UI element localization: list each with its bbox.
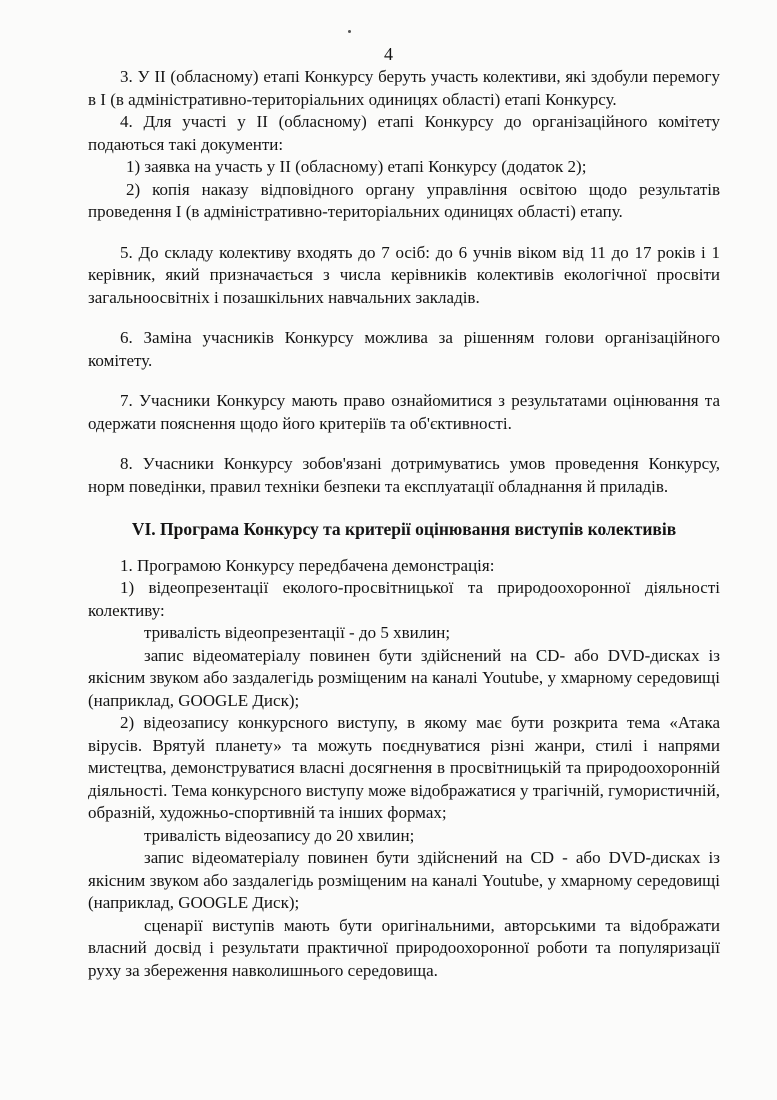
page-number: 4 (384, 44, 393, 64)
program-item-1-2: 2) відеозапису конкурсного виступу, в якому має бути розкрита тема «Атака вірусів. Врятуй планету» та можуть поєднуватися різні жанри, стилі і напрями мистецтва, демонструватися власні досягнення в просвітницькій та природоохоронній діяльності. Тема конкурсного виступу може відображатися у трагічній, гумористичній, образній, художньо-спортивній та інших формах; (88, 713, 720, 822)
paragraph-6: 6. Заміна учасників Конкурсу можлива за рішенням голови організаційного комітету. (88, 328, 720, 370)
paragraph-4-item-2: 2) копія наказу відповідного органу управління освітою щодо результатів проведення І (в адміністративно-територіальних одиницях області) етапу. (88, 179, 720, 221)
program-item-1-2-recording: запис відеоматеріалу повинен бути здійснений на CD - або DVD-дисках із якісним звуком або заздалегідь розміщеним на каналі Youtube, у хмарному середовищі (наприклад, GOOGLE Диск); (88, 848, 720, 912)
program-item-1-2-scenarios: сценарії виступів мають бути оригінальними, авторськими та відображати власний досвід і результати практичної природоохоронної роботи та популяризації руху за збереження навколишнього середовища. (88, 915, 720, 980)
program-item-1: 1. Програмою Конкурсу передбачена демонстрація: (120, 555, 495, 575)
paragraph-3: 3. У ІІ (обласному) етапі Конкурсу беруть участь колективи, які здобули перемогу в І (в адміністративно-територіальних одиницях області) етапі Конкурсу. (88, 67, 720, 109)
paragraph-4: 4. Для участі у ІІ (обласному) етапі Конкурсу до організаційного комітету подаються такі документи: (88, 112, 720, 154)
paragraph-4-item-1: 1) заявка на участь у ІІ (обласному) етапі Конкурсу (додаток 2); (126, 157, 587, 176)
paragraph-7: 7. Учасники Конкурсу мають право ознайомитися з результатами оцінювання та одержати пояснення щодо його критеріїв та об'єктивності. (88, 391, 720, 433)
section-heading: VІ. Програма Конкурсу та критерії оцінювання виступів колективів (131, 519, 677, 539)
program-item-1-1-duration: тривалість відеопрезентації - до 5 хвилин; (144, 623, 451, 642)
paragraph-8: 8. Учасники Конкурсу зобов'язані дотримуватись умов проведення Конкурсу, норм поведінки, правил техніки безпеки та експлуатації обладнання й приладів. (88, 454, 720, 496)
program-item-1-1-recording: запис відеоматеріалу повинен бути здійснений на CD- або DVD-дисках із якісним звуком або заздалегідь розміщеним на каналі Youtube, у хмарному середовищі (наприклад, GOOGLE Диск); (88, 645, 720, 710)
program-item-1-2-duration: тривалість відеозапису до 20 хвилин; (144, 825, 415, 845)
document-body (88, 66, 720, 982)
scan-speck (348, 30, 351, 33)
program-item-1-1: 1) відеопрезентації еколого-просвітницької та природоохоронної діяльності колективу: (88, 578, 720, 620)
paragraph-5: 5. До складу колективу входять до 7 осіб: до 6 учнів віком від 11 до 17 років і 1 керівник, який призначається з числа керівників колективів екологічної просвіти загальноосвітніх і позашкільних навчальних закладів. (88, 242, 720, 307)
